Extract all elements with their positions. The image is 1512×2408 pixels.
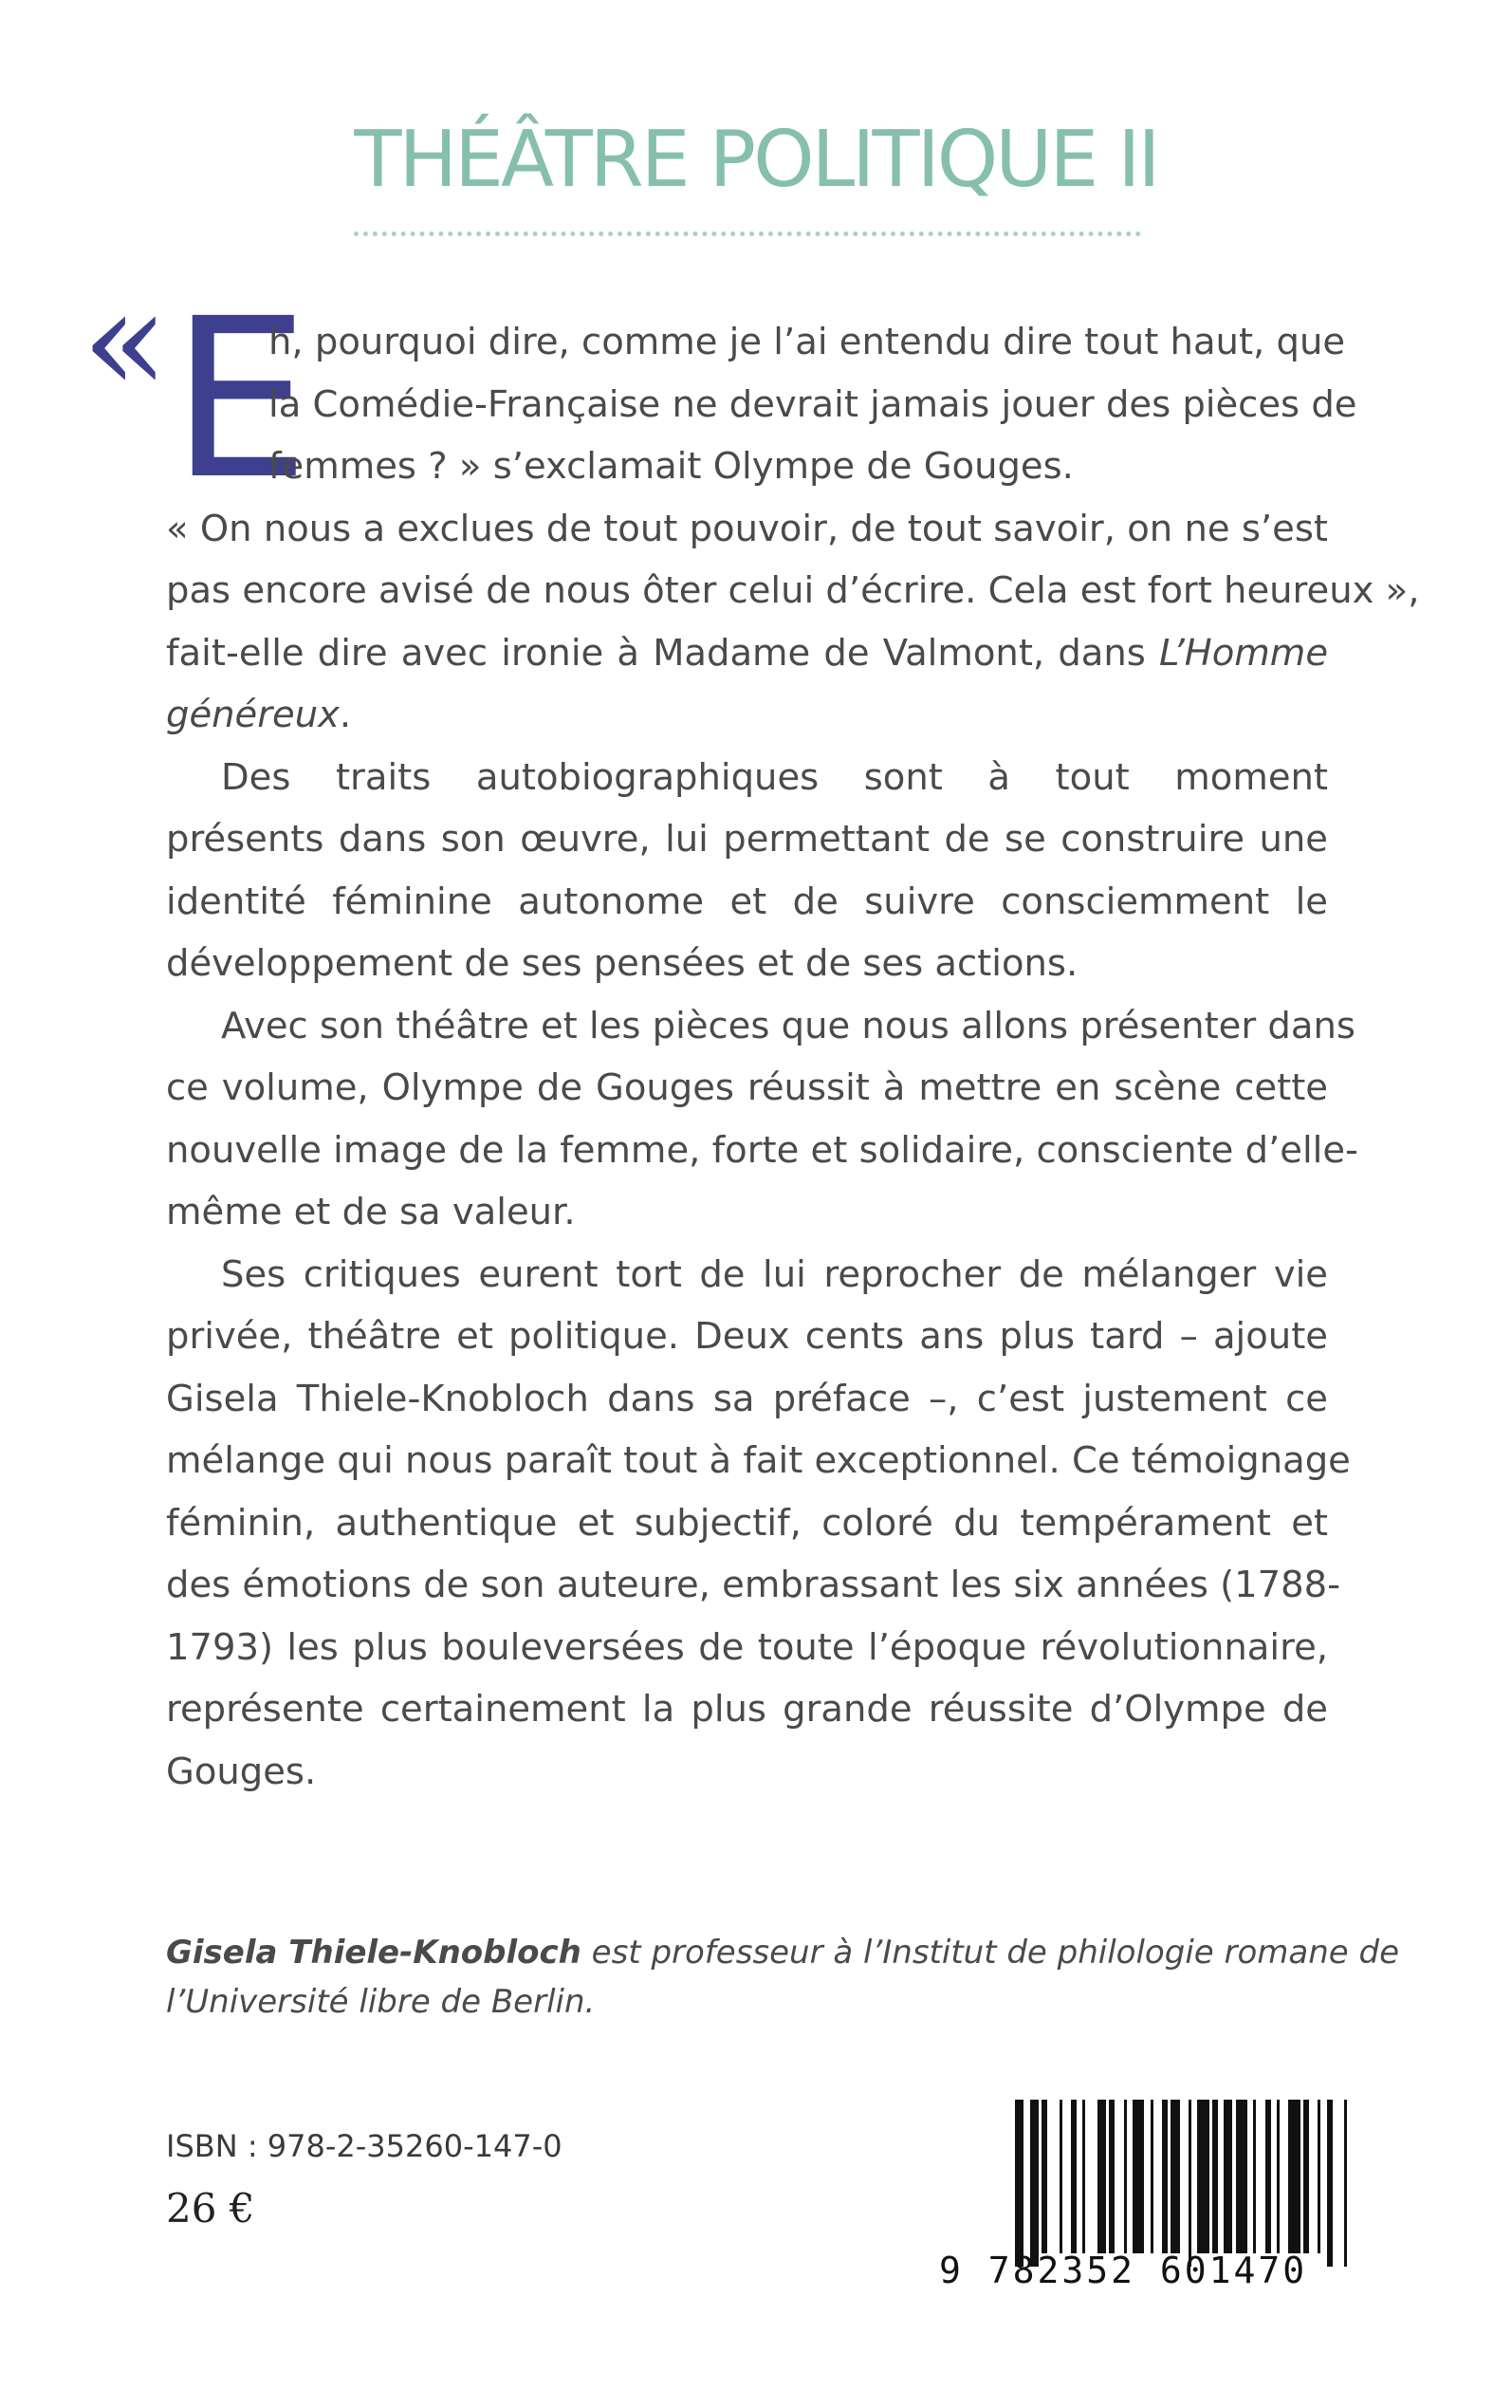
barcode-bar bbox=[1327, 2100, 1333, 2267]
barcode-bar bbox=[1133, 2100, 1144, 2253]
text-line: féminin, authentique et subjectif, coloré du tempérament et bbox=[166, 1501, 1328, 1545]
barcode-bar bbox=[1236, 2100, 1247, 2253]
text-line bbox=[166, 622, 1328, 685]
barcode-bars bbox=[1015, 2100, 1318, 2253]
barcode-bar bbox=[1189, 2100, 1191, 2267]
author-bio bbox=[166, 1928, 1399, 2027]
text-line: des émotions de son auteure, embrassant les six années (1788- bbox=[166, 1564, 1341, 1606]
text-line: pas encore avisé de nous ôter celui d’écrire. Cela est fort heureux », bbox=[166, 569, 1420, 612]
text-line: l’Université libre de Berlin. bbox=[166, 1983, 596, 2021]
barcode-bar bbox=[1162, 2100, 1168, 2253]
text-line bbox=[166, 684, 1328, 747]
barcode-bar bbox=[1082, 2100, 1085, 2253]
barcode-bar bbox=[1212, 2100, 1218, 2253]
barcode-bar bbox=[1030, 2100, 1039, 2267]
barcode-digits: 9 782352 601470 bbox=[939, 2250, 1308, 2291]
paragraph-2 bbox=[166, 747, 1328, 995]
text-segment: fait-elle dire avec ironie à Madame de Valmont, dans bbox=[166, 631, 1160, 675]
isbn-label: ISBN : 978-2-35260-147-0 bbox=[166, 2128, 562, 2164]
price-label: 26 € bbox=[166, 2185, 255, 2232]
text-line: même et de sa valeur. bbox=[166, 1191, 576, 1233]
drop-cap-letter: E bbox=[171, 271, 310, 528]
barcode-bar bbox=[1303, 2100, 1309, 2253]
text-line: privée, théâtre et politique. Deux cents ans plus tard – ajoute bbox=[166, 1315, 1328, 1358]
text-line: nouvelle image de la femme, forte et solidaire, consciente d’elle- bbox=[166, 1128, 1358, 1172]
barcode-bar bbox=[1171, 2100, 1179, 2253]
barcode-bar bbox=[1318, 2100, 1320, 2253]
text-line: Avec son théâtre et les pièces que nous allons présenter dans bbox=[221, 1004, 1355, 1047]
barcode-bar bbox=[1224, 2100, 1232, 2253]
barcode-bar bbox=[1277, 2100, 1280, 2253]
barcode-bar bbox=[1060, 2100, 1062, 2253]
barcode-bar bbox=[1288, 2100, 1300, 2253]
text-line: mélange qui nous paraît tout à fait exceptionnel. Ce témoignage bbox=[166, 1439, 1351, 1482]
paragraph-3 bbox=[166, 995, 1358, 1244]
barcode-bar bbox=[1042, 2100, 1047, 2253]
text-line: Ses critiques eurent tort de lui reprocher de mélanger vie bbox=[221, 1252, 1328, 1296]
dotted-divider bbox=[354, 232, 1141, 236]
text-line: présents dans son œuvre, lui permettant de se construire une bbox=[166, 818, 1328, 861]
barcode-bar bbox=[1265, 2100, 1271, 2253]
text-line: identité féminine autonome et de suivre consciemment le bbox=[166, 880, 1328, 923]
barcode-bar bbox=[1015, 2100, 1023, 2267]
barcode-bar bbox=[1071, 2100, 1077, 2253]
text-line: ce volume, Olympe de Gouges réussit à mettre en scène cette bbox=[166, 1066, 1328, 1109]
text-line: Gouges. bbox=[166, 1750, 317, 1793]
paragraph-1 bbox=[166, 311, 1420, 747]
text-line bbox=[166, 1928, 1399, 1977]
barcode bbox=[939, 2100, 1332, 2297]
author-bio-text: est professeur à l’Institut de philologie romane de bbox=[581, 1934, 1399, 1972]
barcode-bar bbox=[1253, 2100, 1256, 2253]
barcode-bar bbox=[1197, 2100, 1208, 2253]
text-line: « On nous a exclues de tout pouvoir, de tout savoir, on ne s’est bbox=[166, 507, 1328, 550]
back-cover-blurb bbox=[166, 311, 1420, 1803]
author-name: Gisela Thiele-Knobloch bbox=[166, 1934, 581, 1972]
text-line: femmes ? » s’exclamait Olympe de Gouges. bbox=[268, 445, 1074, 488]
italic-title-segment: généreux bbox=[166, 694, 340, 736]
text-line: développement de ses pensées et de ses actions. bbox=[166, 942, 1079, 985]
barcode-bar bbox=[1124, 2100, 1127, 2253]
paragraph-4 bbox=[166, 1244, 1351, 1804]
text-line: 1793) les plus bouleversées de toute l’époque révolutionnaire, bbox=[166, 1625, 1328, 1669]
text-line: h, pourquoi dire, comme je l’ai entendu dire tout haut, que bbox=[268, 321, 1346, 363]
barcode-bar bbox=[1344, 2100, 1347, 2267]
barcode-bar bbox=[1151, 2100, 1153, 2253]
italic-title-segment: L’Homme bbox=[1159, 631, 1328, 675]
opening-quote-mark: « bbox=[82, 259, 169, 424]
text-line: Des traits autobiographiques sont à tout moment bbox=[221, 755, 1328, 799]
text-segment: . bbox=[339, 694, 352, 736]
book-title: THÉÂTRE POLITIQUE II bbox=[354, 115, 1158, 205]
text-line: la Comédie-Française ne devrait jamais jouer des pièces de bbox=[268, 382, 1357, 426]
barcode-bar bbox=[1097, 2100, 1106, 2253]
text-line: représente certainement la plus grande réussite d’Olympe de bbox=[166, 1688, 1328, 1731]
barcode-bar bbox=[1109, 2100, 1115, 2253]
text-line: Gisela Thiele-Knobloch dans sa préface –, c’est justement ce bbox=[166, 1377, 1328, 1420]
